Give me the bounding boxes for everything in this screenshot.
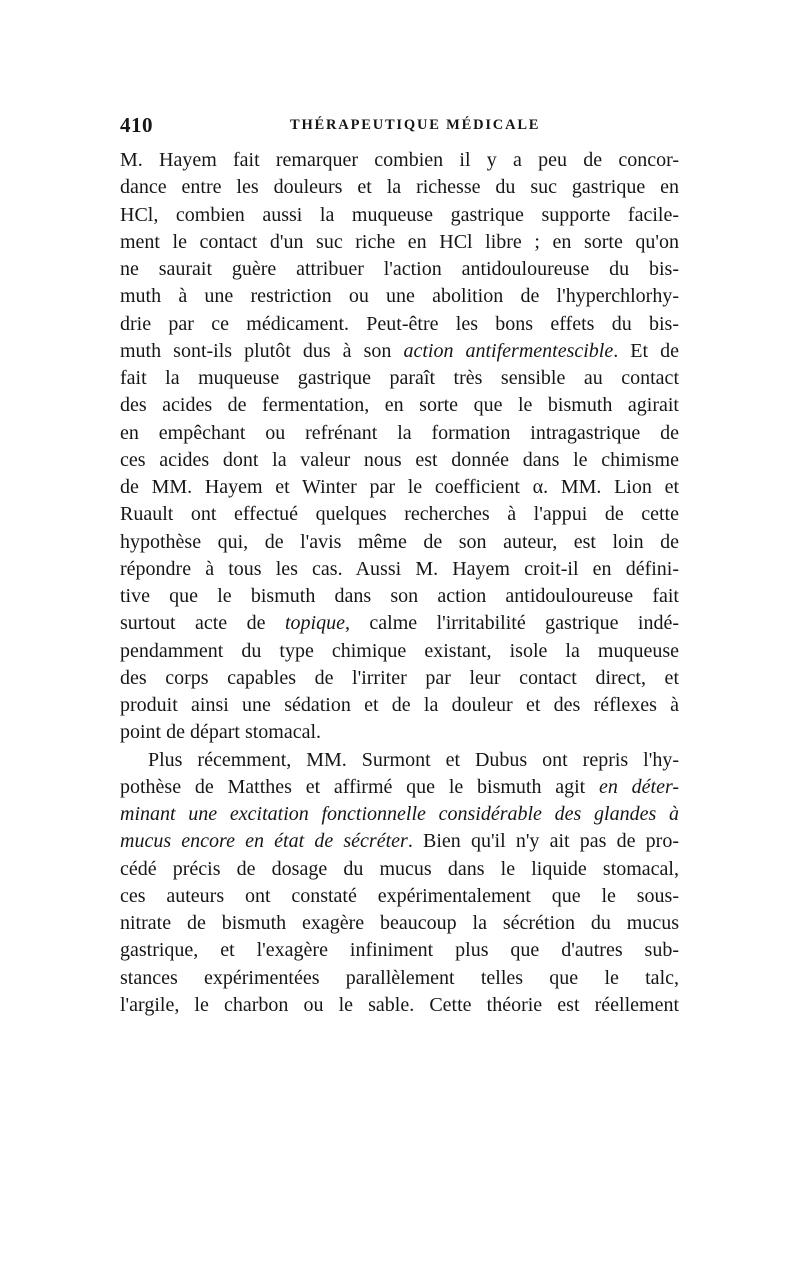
text-line [120,229,679,256]
text-run: pendamment du type chimique existant, isole la muqueuse [120,639,679,662]
running-head [120,113,680,143]
text-run: gastrique, et l'exagère infiniment plus que d'autres sub- [120,939,679,962]
text-run: fait la muqueuse gastrique paraît très sensible au contact [120,367,679,389]
text-run: HCl, combien aussi la muqueuse gastrique supporte facile- [120,203,679,226]
text-run: Ruault ont effectué quelques recherches à l'appui de cette [120,503,679,526]
text-line [120,147,679,174]
text-line [120,256,679,283]
text-run: en empêchant ou refrénant la formation intragastrique de [120,421,679,444]
text-run: produit ainsi une sédation et de la douleur et des réflexes à [120,694,679,716]
text-line [120,856,679,883]
text-line [120,556,679,583]
text-run: , calme l'irritabilité gastrique indé- [344,612,680,635]
text-line [120,828,679,855]
italic-run: en déter- [599,775,679,798]
italic-run: mucus encore en état de sécréter [120,830,408,853]
text-run: muth sont-ils plutôt dus à son [120,339,404,362]
text-run: muth à une restriction ou une abolition de l'hyperchlorhy- [120,285,679,308]
text-run: dance entre les douleurs et la richesse du suc gastrique en [120,176,679,199]
text-run: . Et de [613,339,679,362]
text-run: cédé précis de dosage du mucus dans le liquide stomacal, [120,857,679,880]
text-run: point de départ stomacal. [120,721,322,744]
text-run: ment le contact d'un suc riche en HCl libre ; en sorte qu'on [120,230,679,253]
text-run: ne saurait guère attribuer l'action antidouloureuse du bis- [120,258,679,280]
text-line [120,638,679,665]
text-run: . Bien qu'il n'y ait pas de pro- [407,830,679,853]
text-run: ces acides dont la valeur nous est donnée dans le chimisme [120,448,679,471]
text-run: ces auteurs ont constaté expérimentalement que le sous- [120,884,679,907]
text-line [120,774,679,801]
text-line [120,529,679,556]
italic-run: action antifermentescible [403,339,614,362]
text-line [120,202,679,229]
text-line [120,583,679,610]
text-line [120,692,679,719]
italic-run: topique [284,612,345,635]
text-line [120,474,679,501]
text-line [120,311,679,338]
text-line [120,665,679,692]
text-run: de MM. Hayem et Winter par le coefficient α. MM. Lion et [120,476,679,498]
text-line [120,501,679,528]
text-run: répondre à tous les cas. Aussi M. Hayem croit-il en défini- [120,557,679,580]
text-line [120,883,679,910]
text-line [120,338,679,365]
text-run: hypothèse qui, de l'avis même de son auteur, est loin de [120,530,679,553]
text-line [120,801,679,828]
text-line [120,610,679,637]
text-line [120,447,679,474]
text-run: pothèse de Matthes et affirmé que le bismuth agit [120,775,599,798]
text-line [120,283,679,310]
text-run: M. Hayem fait remarquer combien il y a peu de concor- [120,149,679,171]
text-run: stances expérimentées parallèlement telles que le talc, [120,966,679,989]
text-line [120,174,679,201]
text-run: des corps capables de l'irriter par leur contact direct, et [120,666,679,689]
text-line [120,747,679,774]
text-line [120,937,679,964]
text-run: Plus récemment, MM. Surmont et Dubus ont repris l'hy- [148,748,679,771]
body-text [120,147,679,1019]
text-line [120,910,679,937]
text-line [120,719,679,746]
text-line [120,365,679,392]
running-title: THÉRAPEUTIQUE MÉDICALE [290,117,541,133]
text-line [120,992,679,1019]
text-line [120,420,679,447]
text-run: surtout acte de [120,612,285,635]
text-run: drie par ce médicament. Peut-être les bons effets du bis- [120,312,679,335]
text-line [120,965,679,992]
text-run: des acides de fermentation, en sorte que le bismuth agirait [120,394,679,417]
text-run: nitrate de bismuth exagère beaucoup la sécrétion du mucus [120,912,679,934]
italic-run: minant une excitation fonctionnelle considérable des glandes à [120,803,679,825]
text-line [120,392,679,419]
text-run: tive que le bismuth dans son action antidouloureuse fait [120,585,679,607]
page-number: 410 [120,113,153,137]
text-run: l'argile, le charbon ou le sable. Cette théorie est réellement [120,993,679,1016]
